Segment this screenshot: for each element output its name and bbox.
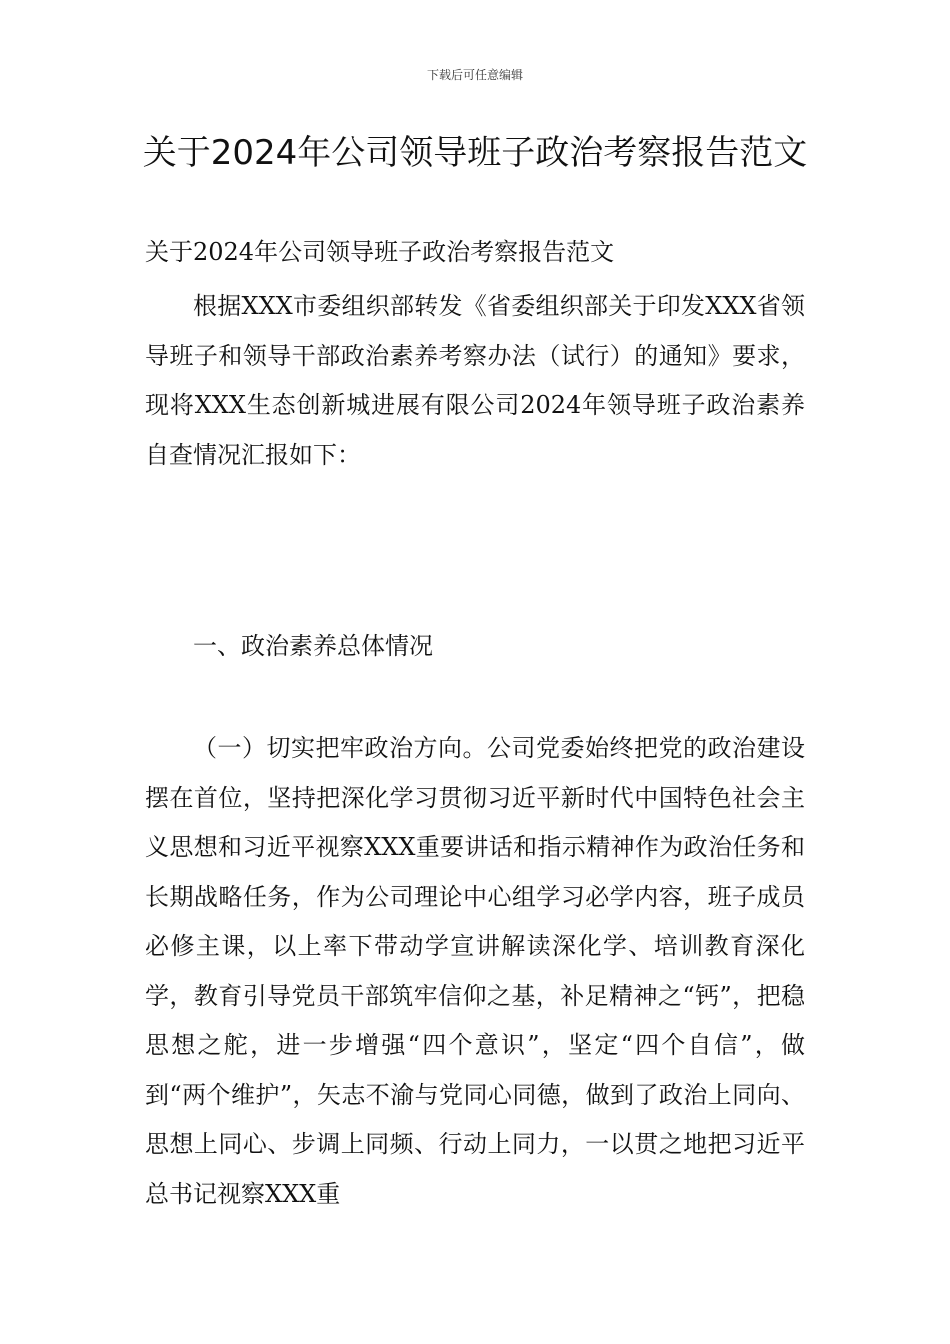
document-title: 关于2024年公司领导班子政治考察报告范文 [142, 133, 808, 173]
header-note: 下载后可任意编辑 [426, 68, 523, 82]
intro-paragraph: 根据XXX市委组织部转发《省委组织部关于印发XXX省领导班子和领导干部政治素养考察办法（试行）的通知》要求，现将XXX生态创新城进展有限公司2024年领导班子政治素养自查情况汇报如下： [145, 292, 805, 469]
section-heading: 一、政治素养总体情况 [193, 632, 433, 660]
document-subtitle: 关于2024年公司领导班子政治考察报告范文 [145, 238, 615, 266]
body-paragraph: （一）切实把牢政治方向。公司党委始终把党的政治建设摆在首位，坚持把深化学习贯彻习近平新时代中国特色社会主义思想和习近平视察XXX重要讲话和指示精神作为政治任务和长期战略任务，作为公司理论中心组学习必学内容，班子成员必修主课，以上率下带动学宣讲解读深化学、培训教育深化学，教育引导党员干部筑牢信仰之基，补足精神之“钙”，把稳思想之舵，进一步增强“四个意识”，坚定“四个自信”，做到“两个维护”，矢志不渝与党同心同德，做到了政治上同向、思想上同心、步调上同频、行动上同力，一以贯之地把习近平总书记视察XXX重 [145, 734, 805, 1208]
